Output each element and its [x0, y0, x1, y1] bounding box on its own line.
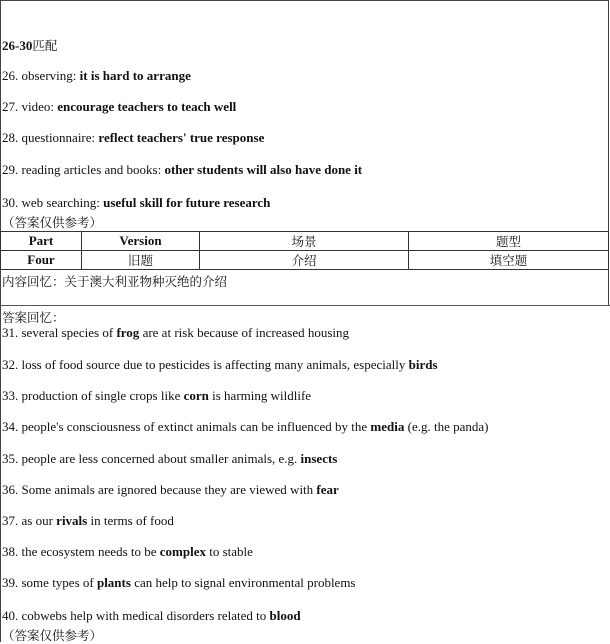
section1-heading	[2, 36, 57, 54]
section1-heading-cn: 匹配	[32, 38, 58, 53]
list-item: 35. people are less concerned about smaller animals, e.g. insects	[2, 451, 338, 466]
table-cell: 旧题	[82, 251, 200, 270]
section1-heading-number: 26-30	[2, 38, 33, 53]
table-row	[1, 251, 609, 270]
list-item: 30. web searching: useful skill for future research	[2, 195, 271, 210]
list-item: 32. loss of food source due to pesticides is affecting many animals, especially birds	[2, 357, 438, 372]
section2-heading: 答案回忆：	[2, 310, 65, 325]
table-cell: Four	[1, 251, 82, 270]
section-divider	[0, 305, 610, 306]
content-recall-label: 内容回忆：	[2, 274, 65, 289]
list-item: 28. questionnaire: reflect teachers' true response	[2, 130, 265, 145]
list-item: 29. reading articles and books: other students will also have done it	[2, 162, 363, 177]
table-header-row	[1, 232, 609, 251]
list-item: 40. cobwebs help with medical disorders related to blood	[2, 608, 301, 623]
content-recall-text: 关于澳大利亚物种灭绝的介绍	[64, 274, 228, 289]
section2-note: （答案仅供参考）	[2, 628, 103, 643]
frame-left-border	[0, 0, 1, 642]
frame-top-border	[0, 0, 609, 1]
list-item: 36. Some animals are ignored because they are viewed with fear	[2, 482, 339, 497]
table-header-cell: Part	[1, 232, 82, 251]
list-item: 37. as our rivals in terms of food	[2, 513, 174, 528]
section1-note: （答案仅供参考）	[2, 215, 103, 230]
list-item: 26. observing: it is hard to arrange	[2, 68, 191, 83]
table-cell: 填空题	[409, 251, 609, 270]
part-info-table	[0, 231, 609, 270]
list-item: 33. production of single crops like corn is harming wildlife	[2, 388, 312, 403]
table-header-cell: 题型	[409, 232, 609, 251]
list-item: 31. several species of frog are at risk because of increased housing	[2, 325, 350, 340]
list-item: 39. some types of plants can help to signal environmental problems	[2, 575, 356, 590]
table-cell: 介绍	[200, 251, 409, 270]
list-item: 27. video: encourage teachers to teach well	[2, 99, 237, 114]
table-header-cell: Version	[82, 232, 200, 251]
content-recall	[2, 272, 227, 290]
table-header-cell: 场景	[200, 232, 409, 251]
list-item: 34. people's consciousness of extinct animals can be influenced by the media (e.g. the panda)	[2, 419, 489, 434]
list-item: 38. the ecosystem needs to be complex to stable	[2, 544, 253, 559]
